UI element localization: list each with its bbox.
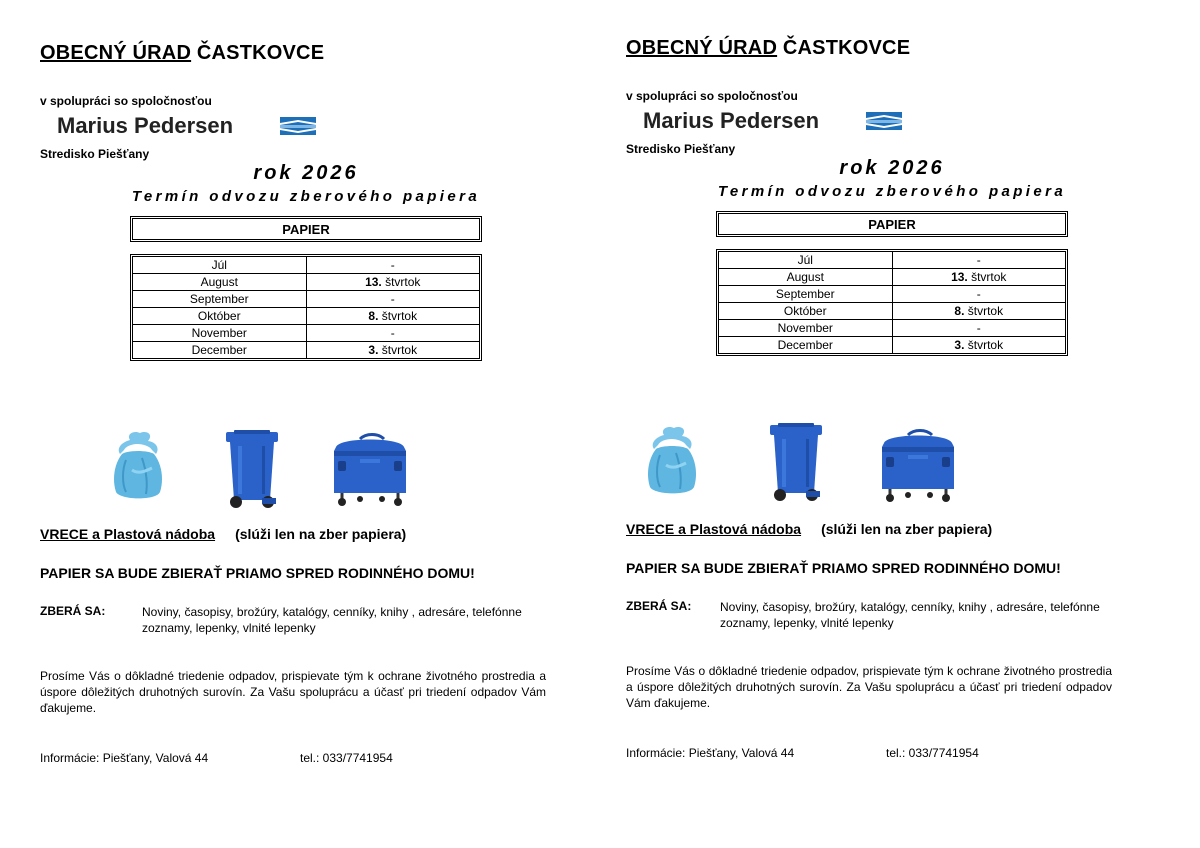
date-weekday: -: [390, 326, 395, 340]
date-cell: [892, 252, 1065, 269]
office-title-part2: ČASTKOVCE: [782, 37, 911, 59]
office-title-part1: OBECNÝ ÚRAD: [626, 37, 778, 59]
month-cell: Júl: [133, 257, 306, 274]
leaflet-right: [586, 0, 1146, 848]
table-row: [133, 274, 479, 291]
month-cell: December: [719, 337, 892, 354]
month-cell: September: [719, 286, 892, 303]
table-row: [133, 257, 479, 274]
date-cell: [892, 320, 1065, 337]
company-name: Marius Pedersen: [57, 113, 234, 138]
date-day: 8.: [954, 304, 965, 318]
table-row: [719, 286, 1065, 303]
date-weekday: štvrtok: [967, 338, 1004, 352]
date-weekday: -: [976, 253, 981, 267]
containers-label: [626, 521, 992, 537]
month-cell: September: [133, 291, 306, 308]
schedule-subtitle: Termín odvozu zberového papiera: [131, 188, 481, 205]
office-title-part2: ČASTKOVCE: [196, 42, 325, 64]
office-title: [626, 37, 910, 60]
info-phone: tel.: 033/7741954: [886, 746, 979, 760]
containers-label: [40, 526, 406, 542]
center-name: Stredisko Piešťany: [626, 142, 736, 156]
month-cell: August: [133, 274, 306, 291]
containers-type: VRECE a Plastová nádoba: [626, 521, 802, 537]
date-weekday: štvrtok: [381, 343, 418, 357]
office-title-part1: OBECNÝ ÚRAD: [40, 42, 192, 64]
date-weekday: -: [976, 321, 981, 335]
table-row: [133, 325, 479, 342]
table-row: [719, 320, 1065, 337]
office-title: [40, 42, 324, 65]
table-row: [719, 337, 1065, 354]
schedule-subtitle: Termín odvozu zberového papiera: [717, 183, 1067, 200]
date-day: 3.: [954, 338, 965, 352]
blue-bag-icon: [646, 425, 698, 497]
company-logo-flag-icon: [866, 112, 902, 130]
date-cell: [892, 269, 1065, 286]
date-cell: [892, 286, 1065, 303]
blue-bag-icon: [112, 430, 164, 502]
date-day: 13.: [365, 275, 382, 289]
date-day: 3.: [368, 343, 379, 357]
info-address: Informácie: Piešťany, Valová 44: [40, 751, 209, 765]
date-weekday: -: [976, 287, 981, 301]
date-cell: [306, 325, 479, 342]
table-row: [133, 291, 479, 308]
cooperation-text: v spolupráci so spoločnosťou: [40, 94, 212, 108]
collected-items: Noviny, časopisy, brožúry, katalógy, cenníky, knihy , adresáre, telefónne zoznamy, lepenky, vlnité lepenky: [720, 600, 1100, 630]
containers-note: (slúži len na zber papiera): [235, 526, 407, 542]
company-name: Marius Pedersen: [643, 108, 820, 133]
collection-slogan: PAPIER SA BUDE ZBIERAŤ PRIAMO SPRED RODINNÉHO DOMU!: [40, 565, 475, 581]
month-cell: Júl: [719, 252, 892, 269]
info-address: Informácie: Piešťany, Valová 44: [626, 746, 795, 760]
cooperation-text: v spolupráci so spoločnosťou: [626, 89, 798, 103]
collection-slogan: PAPIER SA BUDE ZBIERAŤ PRIAMO SPRED RODINNÉHO DOMU!: [626, 560, 1061, 576]
wheelie-bin-icon: [224, 430, 280, 510]
date-weekday: -: [390, 258, 395, 272]
table-row: [719, 252, 1065, 269]
large-container-icon: [330, 433, 410, 507]
date-cell: [892, 337, 1065, 354]
leaflet-left: [0, 0, 560, 848]
collected-label: ZBERÁ SA:: [40, 604, 106, 618]
month-cell: Október: [133, 308, 306, 325]
papier-label-box: PAPIER: [716, 211, 1068, 237]
date-cell: [892, 303, 1065, 320]
month-cell: Október: [719, 303, 892, 320]
date-cell: [306, 308, 479, 325]
company-logo-flag-icon: [280, 117, 316, 135]
date-day: 8.: [368, 309, 379, 323]
month-cell: December: [133, 342, 306, 359]
large-container-icon: [878, 429, 958, 503]
month-cell: November: [719, 320, 892, 337]
month-cell: August: [719, 269, 892, 286]
schedule-table: [716, 249, 1068, 356]
center-name: Stredisko Piešťany: [40, 147, 150, 161]
date-weekday: štvrtok: [385, 275, 421, 289]
plea-paragraph: Prosíme Vás o dôkladné triedenie odpadov, prispievate tým k ochrane životného prostredia a úspore dôležitých druhotných surovín. Za Vašu spoluprácu a účasť pri triedení odpadov Vám ďakujeme.: [40, 669, 546, 715]
collected-items: Noviny, časopisy, brožúry, katalógy, cenníky, knihy , adresáre, telefónne zoznamy, lepenky, vlnité lepenky: [142, 605, 522, 635]
plea-paragraph: Prosíme Vás o dôkladné triedenie odpadov, prispievate tým k ochrane životného prostredia a úspore dôležitých druhotných surovín. Za Vašu spoluprácu a účasť pri triedení odpadov Vám ďakujeme.: [626, 664, 1112, 710]
date-day: 13.: [951, 270, 968, 284]
date-cell: [306, 274, 479, 291]
date-weekday: štvrtok: [971, 270, 1007, 284]
containers-note: (slúži len na zber papiera): [821, 521, 993, 537]
date-weekday: štvrtok: [967, 304, 1004, 318]
date-cell: [306, 257, 479, 274]
year-heading: rok 2026: [839, 157, 945, 179]
papier-label-box: PAPIER: [130, 216, 482, 242]
year-heading: rok 2026: [253, 162, 359, 184]
info-phone: tel.: 033/7741954: [300, 751, 393, 765]
table-row: [719, 269, 1065, 286]
containers-type: VRECE a Plastová nádoba: [40, 526, 216, 542]
table-row: [133, 308, 479, 325]
date-weekday: štvrtok: [381, 309, 418, 323]
wheelie-bin-icon: [768, 423, 824, 503]
date-weekday: -: [390, 292, 395, 306]
date-cell: [306, 291, 479, 308]
date-cell: [306, 342, 479, 359]
table-row: [719, 303, 1065, 320]
table-row: [133, 342, 479, 359]
schedule-table: [130, 254, 482, 361]
month-cell: November: [133, 325, 306, 342]
collected-label: ZBERÁ SA:: [626, 599, 692, 613]
